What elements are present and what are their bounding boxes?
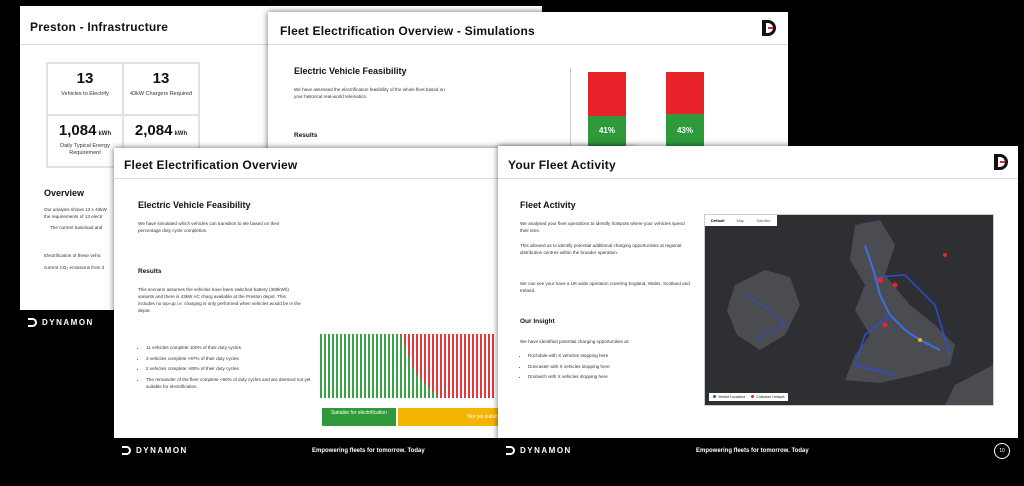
bar-complete: [666, 114, 704, 146]
list-item: • Rochdale with X vehicles stopping here: [528, 352, 698, 360]
list-item: • Doncaster with X vehicles stopping here: [528, 363, 698, 371]
dynamon-mark-icon: [28, 318, 37, 327]
vehicle-dot-icon: [713, 395, 716, 398]
hotspot-marker: [943, 253, 947, 257]
results-text: This scenario assumes the vehicles have been switched battery (369kWh) variants and there is 43kW AC charg available at the Preston depot. This includes no top-up i.e. charging is only performed when vehicles would be in the depot.: [138, 287, 301, 313]
activity-p3: We can see your have a UK-wide operation covering England, Wales, Scotland and Ireland.: [520, 281, 690, 293]
tab-map[interactable]: Map: [736, 218, 745, 223]
overview-heading: Overview: [44, 188, 85, 198]
bar-data-label: 41%: [598, 126, 615, 136]
insight-heading: Our Insight: [520, 318, 555, 325]
results-heading: Results: [138, 268, 162, 275]
feasibility-heading: Electric Vehicle Feasibility: [294, 66, 407, 76]
insight-bullets: [520, 352, 698, 384]
bar-incomplete: [588, 72, 626, 116]
slide-footer: [498, 438, 1018, 464]
stat-energy: [47, 115, 123, 167]
stat-chargers: [123, 63, 199, 115]
tagline: Empowering fleets for tomorrow. Today: [312, 448, 425, 454]
stat-value: 1,084: [58, 122, 97, 139]
brand-logo: [506, 446, 572, 455]
brand-name: DYNAMON: [520, 446, 572, 455]
brand-name: DYNAMON: [42, 318, 94, 327]
stat-label: 43kW Chargers Required: [129, 91, 193, 97]
europe-landmass: [945, 365, 993, 405]
duty-cycle-chart: [320, 334, 496, 398]
hotspot-marker: [918, 338, 922, 342]
divider: [268, 44, 788, 45]
slide-title: Fleet Electrification Overview - Simulations: [280, 24, 535, 38]
slide-fleet-activity: [498, 146, 1018, 464]
activity-p1: We analysed your fleet operations to identify hotspots where your vehicles spend their time.: [520, 221, 685, 233]
legend-label: Vehicle Locations: [718, 395, 746, 399]
not-suitable-category: [398, 408, 498, 426]
brand-logo: [28, 318, 94, 327]
page-number: 10: [994, 443, 1010, 459]
simulation-chart: [528, 62, 728, 152]
list-item: • 3 vehicles complete >97% of their duty cycles: [146, 355, 314, 363]
activity-heading: Fleet Activity: [520, 200, 576, 210]
bar-data-label: 43%: [676, 125, 693, 135]
bar-scenario-2: [666, 72, 704, 146]
feasibility-heading: Electric Vehicle Feasibility: [138, 200, 251, 210]
britain-landmass: [845, 220, 955, 383]
list-item: • 11 vehicles complete 100% of their duty cycles: [146, 344, 314, 352]
bar-complete: [588, 116, 626, 146]
bar-incomplete: [666, 72, 704, 114]
stat-value: 13: [76, 70, 94, 87]
hotspot-marker: [877, 277, 883, 283]
map-legend: [709, 393, 788, 401]
hotspot-marker: [883, 323, 888, 328]
slide-title: Preston - Infrastructure: [30, 20, 169, 34]
feasibility-intro: We have assessed the electrification feasibility of the whole fleet based on your historical real-world telematics.: [294, 87, 445, 99]
dynamon-mark-icon: [506, 446, 515, 455]
hotspot-marker: [893, 283, 898, 288]
suitable-label: Suitable for electrification: [331, 410, 387, 416]
dynamon-mark-icon: [122, 446, 131, 455]
fleet-map[interactable]: [704, 214, 994, 406]
results-heading: Results: [294, 132, 318, 139]
divider: [498, 178, 1018, 179]
tagline: Empowering fleets for tomorrow. Today: [696, 448, 809, 454]
dynamon-logo-icon: [762, 20, 776, 36]
stat-vehicles: [47, 63, 123, 115]
stat-unit: kWh: [174, 131, 188, 137]
overview-text: Our analysis shows 13 x 43kW: [44, 207, 107, 212]
overview-bullet: The current baseload and: [50, 225, 103, 230]
bar-scenario-1: [588, 72, 626, 146]
results-bullets: [138, 344, 314, 394]
hotspot-dot-icon: [751, 395, 754, 398]
legend-label: Customer Hotspot: [756, 395, 785, 399]
not-suitable-label: Not yet suitab: [467, 414, 498, 420]
slide-title: Your Fleet Activity: [508, 158, 616, 172]
electrification-text: Electrification of these vehic: [44, 253, 101, 258]
overview-text-2: the requirements of 13 electr: [44, 214, 103, 219]
map-type-tabs: [705, 215, 777, 226]
stat-label: Vehicles to Electrify: [61, 91, 109, 97]
list-item: • The remainder of the fleet complete <60% of duty cycles and are deemed not yet suitable for electrification: [146, 376, 314, 391]
activity-p2: This allowed us to identify potential additional charging opportunities at regional distribution centres within the broader operation.: [520, 243, 682, 255]
dynamon-logo-icon: [994, 154, 1008, 170]
brand-logo: [122, 446, 188, 455]
emissions-text: current CO₂ emissions from 3: [44, 265, 105, 270]
list-item: • Droitwich with X vehicles stopping here: [528, 373, 698, 381]
brand-name: DYNAMON: [136, 446, 188, 455]
slide-title: Fleet Electrification Overview: [124, 158, 298, 172]
stat-value: 2,084: [134, 122, 173, 139]
stat-unit: kWh: [98, 131, 112, 137]
stat-value: 13: [152, 70, 170, 87]
list-item: • 2 vehicles complete >80% of their duty cycles: [146, 365, 314, 373]
legend-vehicle-locations: [713, 395, 745, 399]
feasibility-intro: We have simulated which vehicles can transition to ele based on their percentage duty cycle completion.: [138, 221, 280, 233]
insight-intro: We have identified potential charging opportunities at:: [520, 339, 630, 344]
tab-satellite[interactable]: Satellite: [756, 218, 771, 223]
suitable-category: [322, 408, 396, 426]
ireland-landmass: [727, 270, 800, 350]
stat-label: Daily Typical Energy Requirement: [60, 143, 110, 156]
tab-default[interactable]: Default: [711, 218, 725, 223]
chart-y-axis: [570, 68, 571, 146]
legend-customer-hotspot: [751, 395, 784, 399]
map-geography: [705, 215, 993, 405]
